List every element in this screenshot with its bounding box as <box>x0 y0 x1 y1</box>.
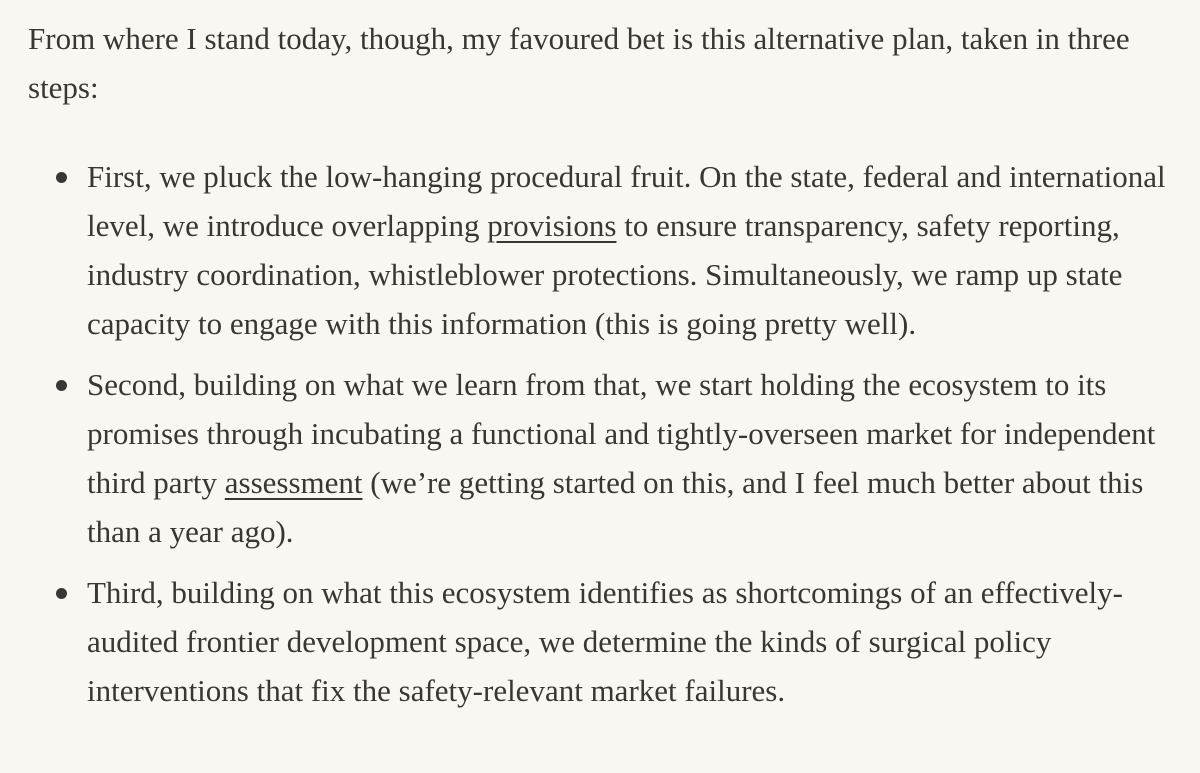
step-1-text-after: to ensure transparency, safety reporting, industry coordination, whistleblower protections. Simultaneously, we ramp up state capacity to engage with this information (this is going pretty well). <box>87 208 1123 341</box>
assessment-link[interactable]: assessment <box>224 465 363 500</box>
steps-list <box>28 152 1200 715</box>
provisions-link[interactable]: provisions <box>487 208 617 243</box>
bullet-icon <box>56 380 67 391</box>
list-item-step-3 <box>28 568 1197 715</box>
intro-paragraph: From where I stand today, though, my favoured bet is this alternative plan, taken in three steps: <box>28 21 1130 105</box>
step-2-text-before: Second, building on what we learn from that, we start holding the ecosystem to its promises through incubating a functional and tightly-overseen market for independent third party <box>87 367 1156 500</box>
bullet-icon <box>56 588 67 599</box>
step-2-text-after: (we’re getting started on this, and I feel much better about this than a year ago). <box>87 465 1144 549</box>
list-item-step-1 <box>28 152 1197 348</box>
step-3-text: Third, building on what this ecosystem identifies as shortcomings of an effectively-audited frontier development space, we determine the kinds of surgical policy interventions that fix the safety-relevant market failures. <box>87 575 1123 708</box>
bullet-icon <box>56 172 67 183</box>
step-1-text-before: First, we pluck the low-hanging procedural fruit. On the state, federal and international level, we introduce overlapping <box>87 159 1166 243</box>
list-item-step-2 <box>28 360 1197 556</box>
